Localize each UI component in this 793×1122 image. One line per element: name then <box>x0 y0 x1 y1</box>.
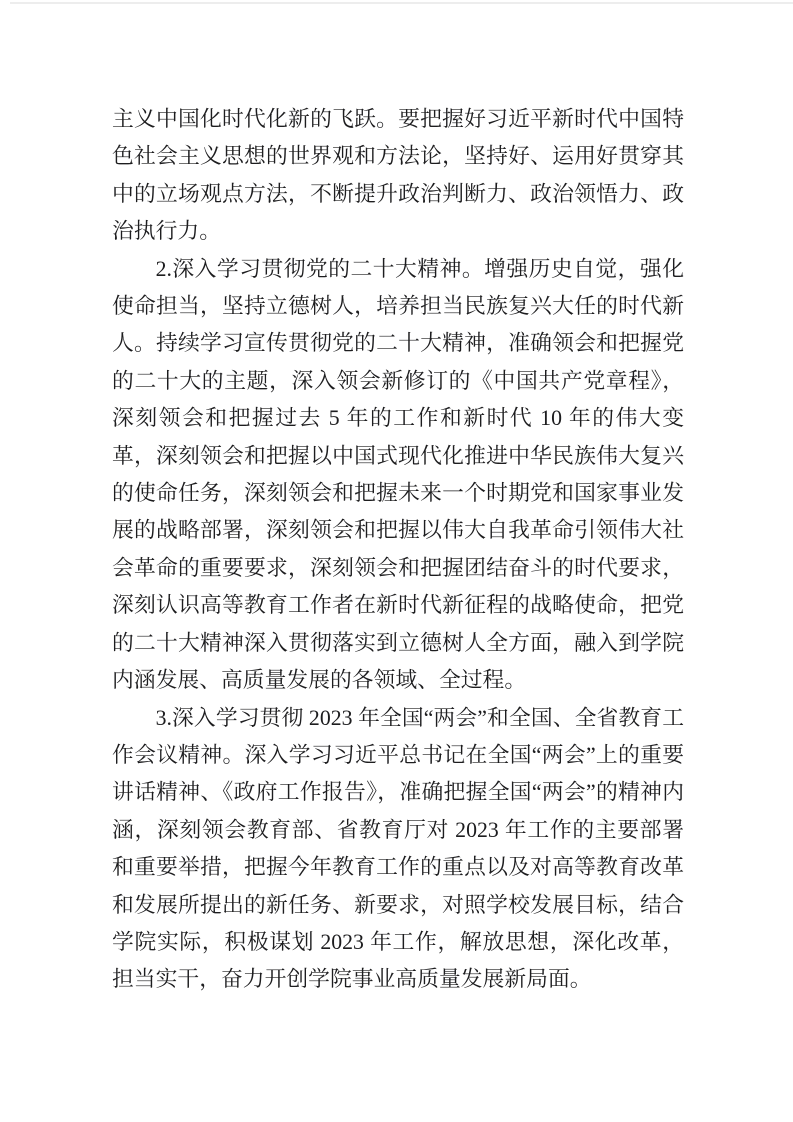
paragraph-continuation: 主义中国化时代化新的飞跃。要把握好习近平新时代中国特色社会主义思想的世界观和方法论，坚持好、运用好贯穿其中的立场观点方法，不断提升政治判断力、政治领悟力、政治执行力。 <box>112 107 684 244</box>
paragraph-item-2: 2.深入学习贯彻党的二十大精神。增强历史自觉，强化使命担当，坚持立德树人，培养担当民族复兴大任的时代新人。持续学习宣传贯彻党的二十大精神，准确领会和把握党的二十大的主题，深入领会新修订的《中国共产党章程》，深刻领会和把握过去 5 年的工作和新时代 10 年的伟大变革，深刻领会和把握以中国式现代化推进中华民族伟大复兴的使命任务，深刻领会和把握未来一个时期党和国家事业发展的战略部署，深刻领会和把握以伟大自我革命引领伟大社会革命的重要要求，深刻领会和把握团结奋斗的时代要求，深刻认识高等教育工作者在新时代新征程的战略使命，把党的二十大精神深入贯彻落实到立德树人全方面，融入到学院内涵发展、高质量发展的各领域、全过程。 <box>112 256 684 693</box>
scan-artifact-line <box>10 2 793 4</box>
document-text-block <box>112 101 684 999</box>
paragraph-item-3: 3.深入学习贯彻 2023 年全国“两会”和全国、全省教育工作会议精神。深入学习习近平总书记在全国“两会”上的重要讲话精神、《政府工作报告》，准确把握全国“两会”的精神内涵，深刻领会教育部、省教育厅对 2023 年工作的主要部署和重要举措，把握今年教育工作的重点以及对高等教育改革和发展所提出的新任务、新要求，对照学校发展目标，结合学院实际，积极谋划 2023 年工作，解放思想，深化改革，担当实干，奋力开创学院事业高质量发展新局面。 <box>112 705 684 992</box>
